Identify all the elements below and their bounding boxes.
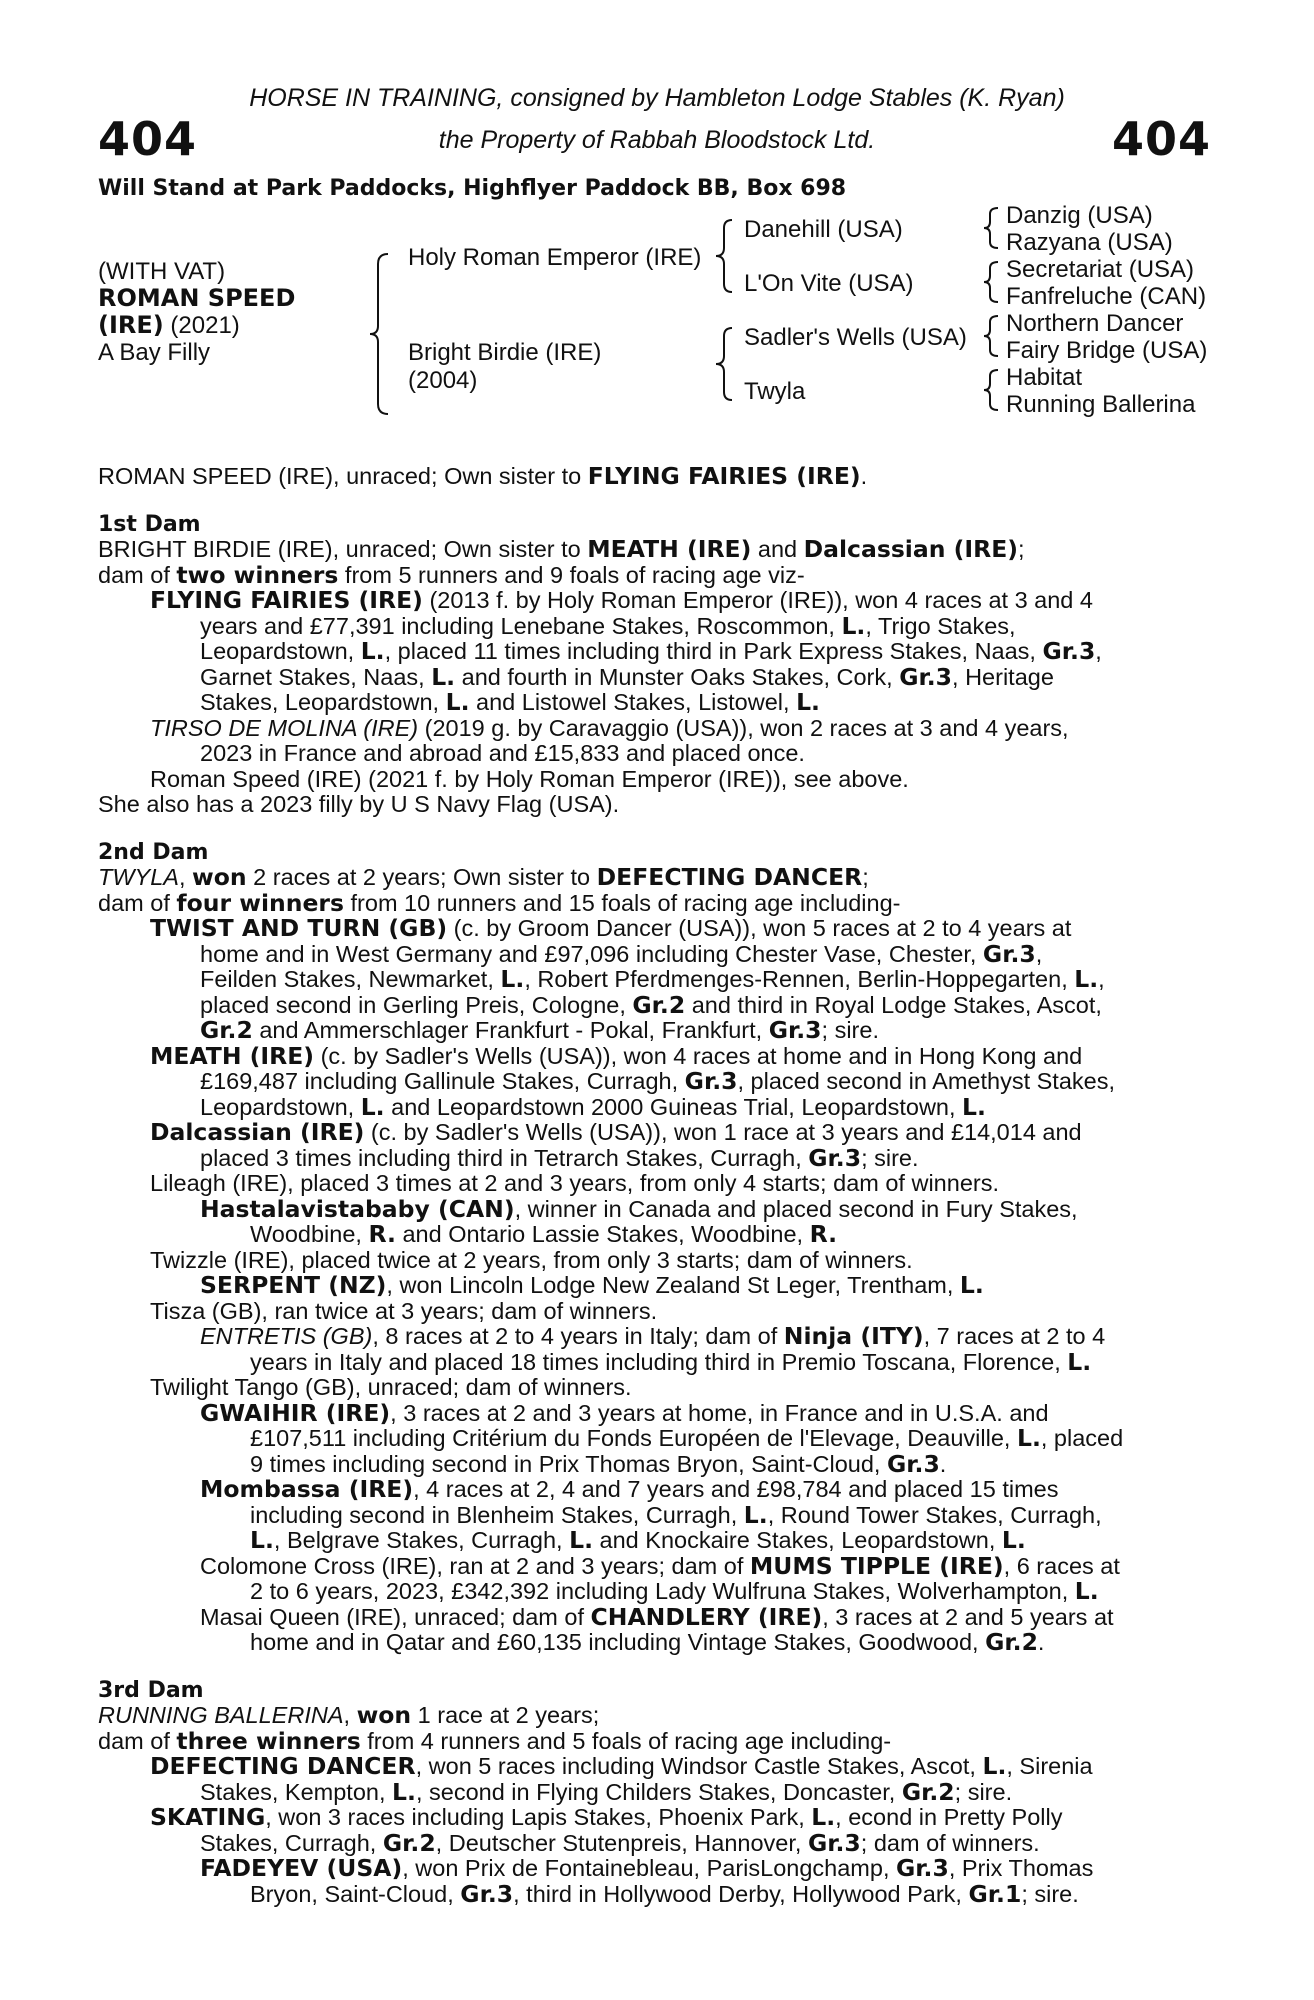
twist-and-turn-entry: TWIST AND TURN (GB) (c. by Groom Dancer (USA)), won 5 races at 2 to 4 years at xyxy=(150,914,1072,942)
lot-number-right: 404 xyxy=(1112,112,1212,166)
pedigree-dam-sire: Sadler's Wells (USA) xyxy=(744,324,967,351)
pedigree-dam: Bright Birdie (IRE) xyxy=(408,339,602,366)
fadeyev-entry: FADEYEV (USA), won Prix de Fontainebleau, ParisLongchamp, Gr.3, Prix Thomas xyxy=(200,1854,1094,1882)
lot-number-left: 404 xyxy=(98,112,198,166)
flying-fairies-entry: FLYING FAIRIES (IRE) (2013 f. by Holy Roman Emperor (IRE)), won 4 races at 3 and 4 xyxy=(150,586,1093,614)
stand-location: Will Stand at Park Paddocks, Highflyer Paddock BB, Box 698 xyxy=(98,176,847,201)
vat-label: (WITH VAT) xyxy=(98,258,226,285)
second-dam-line: TWYLA, won 2 races at 2 years; Own sister to DEFECTING DANCER; xyxy=(98,863,869,891)
pedigree-sire: Holy Roman Emperor (IRE) xyxy=(408,244,702,271)
pedigree-dds: Habitat xyxy=(1006,364,1083,391)
catalogue-body: ROMAN SPEED (IRE), unraced; Own sister to FLYING FAIRIES (IRE). 1st Dam BRIGHT BIRDIE (IRE), unraced; Own sister to MEATH (IRE) and Dalcassian (IRE); dam of two winners from 5 runners and 9 foals of racing age viz- FLYING FAIRIES (IRE) (2013 f. by Holy Roman Emperor (IRE)), won 4 races at 3 and 4 years and £77,391 including Lenebane Stakes, Roscommon, L., Trigo Stakes, Leopardstown, L., placed 11 times including third in Park Express Stakes, Naas, Gr.3, Garnet Stakes, Naas, L. and fourth in Munster Oaks Stakes, Cork, Gr.3, Heritage Stakes, Leopardstown, L. and Listowel Stakes, Listowel, L. TIRSO DE MOLINA (IRE) (2019 g. by Caravaggio (USA)), won 2 races at 3 and 4 years, 2023 in France and abroad and £15,833 and placed once. Roman Speed (IRE) (2021 f. by Holy Roman Emperor (IRE)), see above. She also has a 2023 filly by U S Navy Flag (USA). 2nd Dam TWYLA, won 2 races at 2 years; Own sister to DEFECTING DANCER; dam of four winners from 10 runners and 15 foals of racing age including- TWIST AND TURN (GB) (c. by Groom Dancer (USA)), won 5 races at 2 to 4 years at home and in West Germany and £97,096 including Chester Vase, Chester, Gr.3, Feilden Stakes, Newmarket, L., Robert Pferdmenges-Rennen, Berlin-Hoppegarten, L., placed second in Gerling Preis, Cologne, Gr.2 and third in Royal Lodge Stakes, Ascot, Gr.2 and Ammerschlager Frankfurt - Pokal, Frankfurt, Gr.3; sire. MEATH (IRE) (c. by Sadler's Wells (USA)), won 4 races at home and in Hong Kong and £169,487 including Gallinule Stakes, Curragh, Gr.3, placed second in Amethyst Stakes, Leopardstown, L. and Leopardstown 2000 Guineas Trial, Leopardstown, L. Dalcassian (IRE) (c. by Sadler's Wells (USA)), won 1 race at 3 years and £14,014 and placed 3 times including third in Tetrarch Stakes, Curragh, Gr.3; sire. Lileagh (IRE), placed 3 times at 2 and 3 years, from only 4 starts; dam of winners. Hastalavistababy (CAN), winner in Canada and placed second in Fury Stakes, Woodbine, R. and Ontario Lassie Stakes, Woodbine, R. Twizzle (IRE), placed twice at 2 years, from only 3 starts; dam of winners. SERPENT (NZ), won Lincoln Lodge New Zealand St Leger, Trentham, L. Tisza (GB), ran twice at 3 years; dam of winners. ENTRETIS (GB), 8 races at 2 to 4 years in Italy; dam of Ninja (ITY), 7 races at 2 to 4 years in Italy and placed 18 times including third in Premio Toscana, Florence, L. Twilight Tango (GB), unraced; dam of winners. GWAIHIR (IRE), 3 races at 2 and 3 years at home, in France and in U.S.A. and £107,511 including Critérium du Fonds Européen de l'Elevage, Deauville, L., placed 9 times including second in Prix Thomas Bryon, Saint-Cloud, Gr.3. Mombassa (IRE), 4 races at 2, 4 and 7 years and £98,784 and placed 15 times including second in Blenheim Stakes, Curragh, L., Round Tower Stakes, Curragh, L., Belgrave Stakes, Curragh, L. and Knockaire Stakes, Leopardstown, L. Colomone Cross (IRE), ran at 2 and 3 years; dam of MUMS TIPPLE (IRE), 6 races at 2 to 6 years, 2023, £342,392 including Lady Wulfruna Stakes, Wolverhampton, L. Masai Queen (IRE), unraced; dam of CHANDLERY (IRE), 3 races at 2 and 5 years at home and in Qatar and £60,135 including Vintage Stakes, Goodwood, Gr.2. 3rd Dam RUNNING BALLERINA, won 1 race at 2 years; dam of three winners from 4 runners and 5 foals of racing age including- DEFECTING DANCER, won 5 races including Windsor Castle Stakes, Ascot, L., Sirenia Stakes, Kempton, L., second in Flying Childers Stakes, Doncaster, Gr.2; sire. SKATING, won 3 races including Lapis Stakes, Phoenix Park, L., econd in Pretty Polly Stakes, Curragh, Gr.2, Deutscher Stutenpreis, Hannover, Gr.3; dam of winners. FADEYEV (USA), won Prix de Fontainebleau, ParisLongchamp, Gr.3, Prix Thomas Bryon, Saint-Cloud, Gr.3, third in Hollywood Derby, Hollywood Park, Gr.1; sire. xyxy=(98,464,1198,1907)
third-dam-heading: 3rd Dam xyxy=(98,1677,204,1703)
twilight-tango-entry: Twilight Tango (GB), unraced; dam of winners. xyxy=(150,1374,632,1400)
pedigree-sds: Secretariat (USA) xyxy=(1006,256,1195,283)
first-dam-produce: dam of two winners from 5 runners and 9 foals of racing age viz- xyxy=(98,560,805,589)
horse-name: ROMAN SPEED xyxy=(98,284,296,312)
pedigree-sss: Danzig (USA) xyxy=(1006,202,1153,229)
meath-entry: MEATH (IRE) (c. by Sadler's Wells (USA)), won 4 races at home and in Hong Kong and xyxy=(150,1041,1083,1070)
pedigree-sdd: Fanfreluche (CAN) xyxy=(1006,283,1207,310)
pedigree-sire-dam: L'On Vite (USA) xyxy=(744,270,914,297)
second-dam-heading: 2nd Dam xyxy=(98,839,209,865)
hastalavistababy-entry: Hastalavistababy (CAN), winner in Canada and placed second in Fury Stakes, xyxy=(200,1194,1078,1223)
roman-speed-entry: Roman Speed (IRE) (2021 f. by Holy Roman Emperor (IRE)), see above. xyxy=(150,765,909,792)
colomone-cross-entry: Colomone Cross (IRE), ran at 2 and 3 years; dam of MUMS TIPPLE (IRE), 6 races at xyxy=(200,1551,1120,1580)
first-dam-heading: 1st Dam xyxy=(98,511,201,537)
first-dam-line: BRIGHT BIRDIE (IRE), unraced; Own sister to MEATH (IRE) and Dalcassian (IRE); xyxy=(98,535,1025,563)
defecting-dancer-entry: DEFECTING DANCER, won 5 races including Windsor Castle Stakes, Ascot, L., Sirenia xyxy=(150,1752,1093,1780)
third-dam-line: RUNNING BALLERINA, won 1 race at 2 years; xyxy=(98,1701,600,1729)
twizzle-entry: Twizzle (IRE), placed twice at 2 years, from only 3 starts; dam of winners. xyxy=(150,1246,913,1273)
skating-entry: SKATING, won 3 races including Lapis Stakes, Phoenix Park, L., econd in Pretty Polly xyxy=(150,1803,1063,1831)
serpent-entry: SERPENT (NZ), won Lincoln Lodge New Zealand St Leger, Trentham, L. xyxy=(200,1271,984,1299)
horse-year: (2021) xyxy=(163,312,240,339)
header-property: the Property of Rabbah Bloodstock Ltd. xyxy=(438,126,876,154)
mombassa-entry: Mombassa (IRE), 4 races at 2, 4 and 7 years and £98,784 and placed 15 times xyxy=(200,1475,1059,1503)
tisza-entry: Tisza (GB), ran twice at 3 years; dam of winners. xyxy=(150,1297,658,1324)
header-consignor: HORSE IN TRAINING, consigned by Hambleton Lodge Stables (K. Ryan) xyxy=(249,84,1065,112)
pedigree-dss: Northern Dancer xyxy=(1006,310,1184,337)
yearling-note: She also has a 2023 filly by U S Navy Flag (USA). xyxy=(98,791,620,817)
pedigree-dam-dam: Twyla xyxy=(744,378,806,405)
pedigree-dam-year: (2004) xyxy=(408,367,478,394)
pedigree-ddd: Running Ballerina xyxy=(1006,391,1196,418)
dalcassian-entry: Dalcassian (IRE) (c. by Sadler's Wells (USA)), won 1 race at 3 years and £14,014 and xyxy=(150,1118,1082,1146)
gwaihir-entry: GWAIHIR (IRE), 3 races at 2 and 3 years at home, in France and in U.S.A. and xyxy=(200,1398,1049,1427)
intro-line: ROMAN SPEED (IRE), unraced; Own sister to FLYING FAIRIES (IRE). xyxy=(98,462,868,490)
horse-description: A Bay Filly xyxy=(98,339,211,366)
horse-country: (IRE) xyxy=(98,311,164,339)
tirso-entry: TIRSO DE MOLINA (IRE) (2019 g. by Caravaggio (USA)), won 2 races at 3 and 4 years, xyxy=(150,714,1069,741)
pedigree-third-generation xyxy=(1006,202,1207,418)
pedigree-sire-sire: Danehill (USA) xyxy=(744,216,903,243)
masai-queen-entry: Masai Queen (IRE), unraced; dam of CHANDLERY (IRE), 3 races at 2 and 5 years at xyxy=(200,1602,1114,1631)
pedigree-dsd: Fairy Bridge (USA) xyxy=(1006,337,1208,364)
lileagh-entry: Lileagh (IRE), placed 3 times at 2 and 3 years, from only 4 starts; dam of winners. xyxy=(150,1170,999,1196)
pedigree-ssd: Razyana (USA) xyxy=(1006,229,1173,256)
entretis-entry: ENTRETIS (GB), 8 races at 2 to 4 years in Italy; dam of Ninja (ITY), 7 races at 2 to 4 xyxy=(200,1322,1106,1350)
